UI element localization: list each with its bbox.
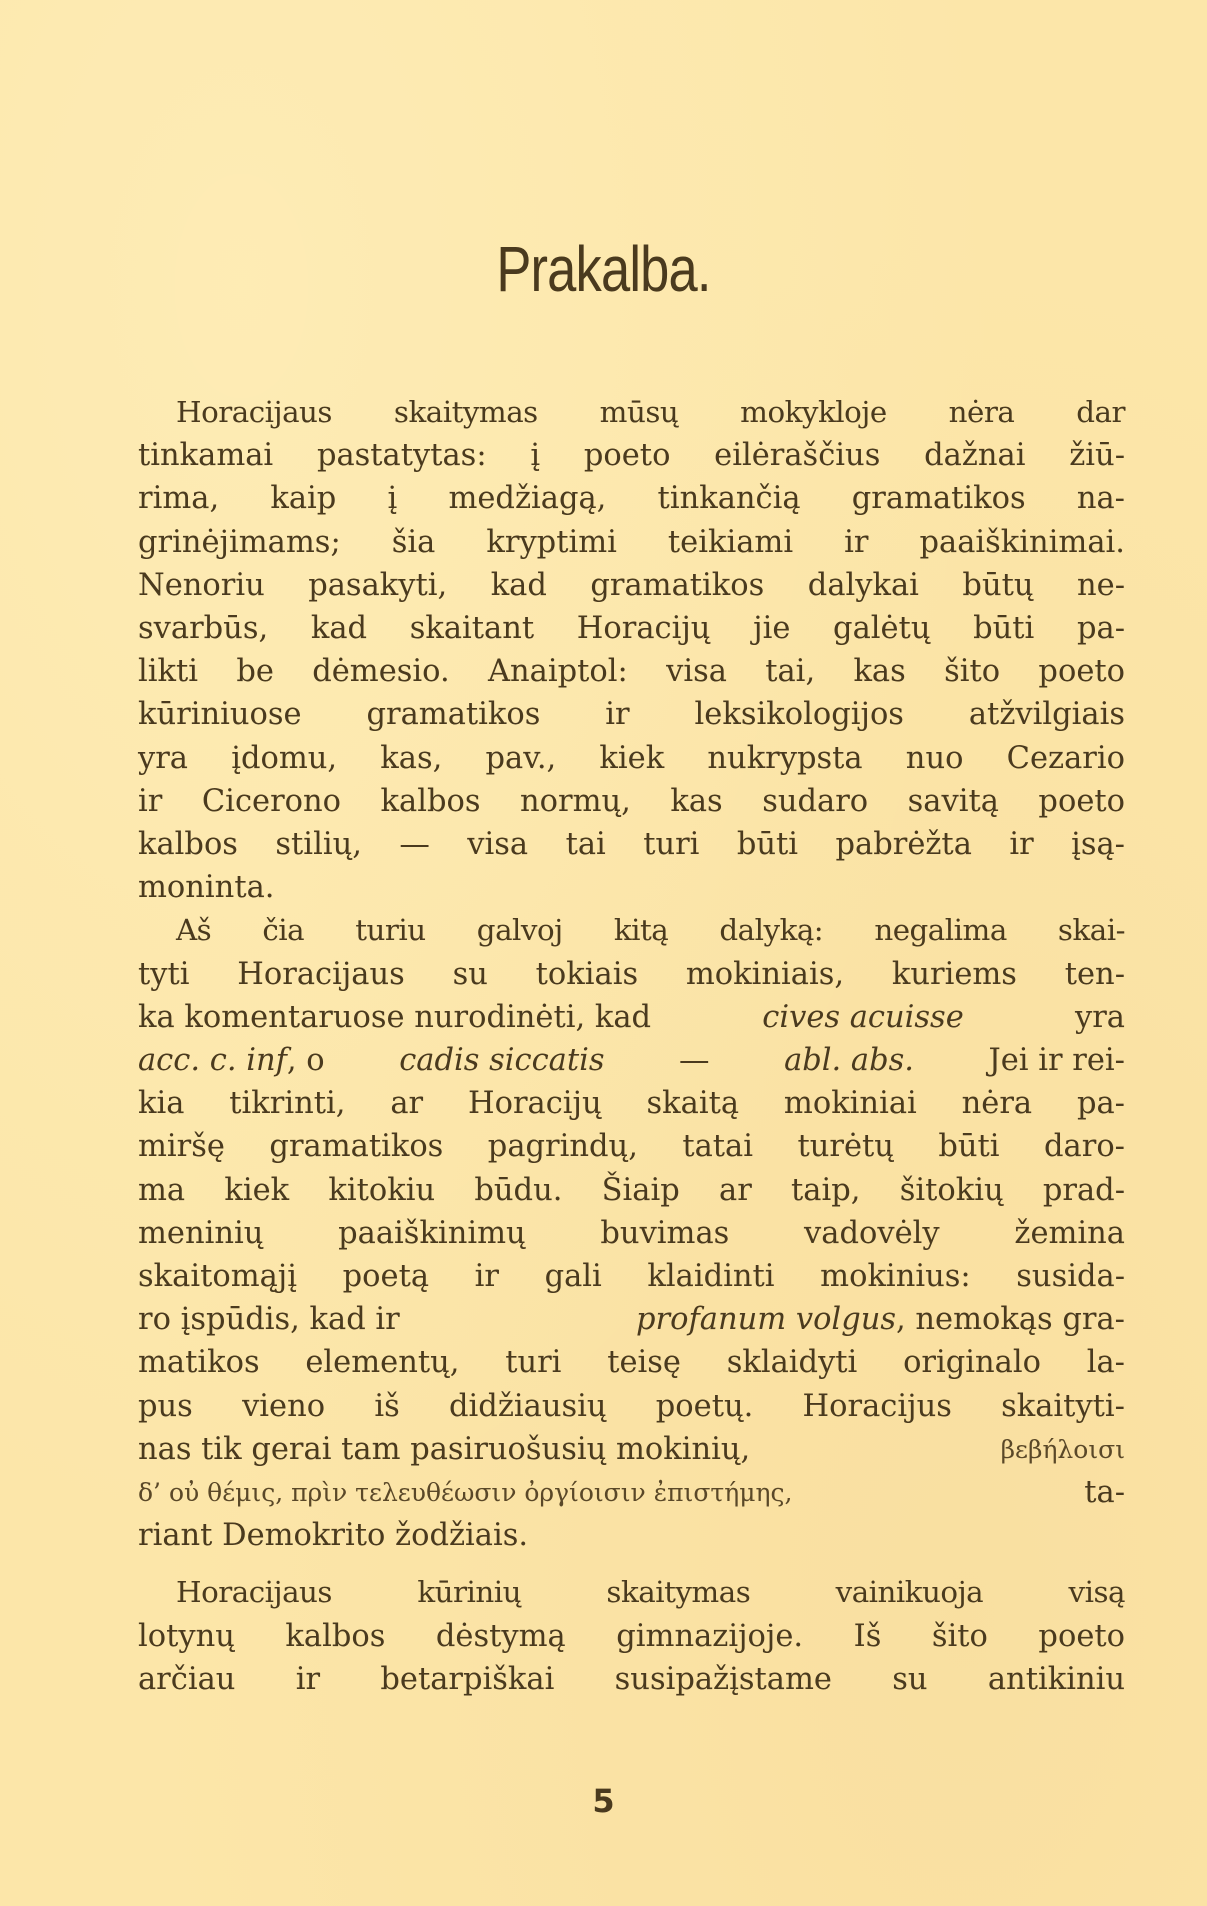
paragraph-gap bbox=[138, 1557, 1125, 1571]
text-line: tinkamai pastatytas: į poeto eilėraščius dažnai žiū- bbox=[138, 438, 1125, 474]
text-line: riant Demokrito žodžiais. bbox=[138, 1518, 529, 1554]
latin-abbreviation: abl. abs. bbox=[784, 1043, 914, 1079]
text-segment: , o bbox=[286, 1043, 325, 1079]
text-segment: ta- bbox=[1084, 1475, 1125, 1511]
text-line: Aš čia turiu galvoj kitą dalyką: negalima skai- bbox=[176, 913, 1125, 948]
page-number: 5 bbox=[592, 1782, 615, 1820]
em-dash: — bbox=[679, 1043, 710, 1079]
greek-quote: βεβήλοισι bbox=[1000, 1434, 1125, 1464]
text-line-with-greek bbox=[138, 1471, 1125, 1514]
text-line: miršę gramatikos pagrindų, tatai turėtų būti daro- bbox=[138, 1129, 1125, 1165]
text-line: moninta. bbox=[138, 870, 275, 906]
text-line: svarbūs, kad skaitant Horacijų jie galėtų būti pa- bbox=[138, 611, 1125, 647]
text-line: arčiau ir betarpiškai susipažįstame su antikiniu bbox=[138, 1661, 1125, 1697]
latin-phrase: cives acuisse bbox=[762, 999, 964, 1035]
text-line: kalbos stilių, — visa tai turi būti pabrėžta ir įsą- bbox=[138, 827, 1125, 863]
text-line: meninių paaiškinimų buvimas vadovėly žemina bbox=[138, 1215, 1125, 1251]
text-segment: , nemokąs gra- bbox=[896, 1302, 1125, 1338]
text-segment: Jei ir rei- bbox=[988, 1043, 1125, 1079]
text-segment: yra bbox=[1075, 999, 1125, 1035]
text-line: Nenoriu pasakyti, kad gramatikos dalykai būtų ne- bbox=[138, 567, 1125, 603]
text-line-with-italic bbox=[138, 1039, 1125, 1082]
paragraph-2 bbox=[138, 909, 1125, 1557]
latin-abbreviation: acc. c. inf bbox=[138, 1043, 287, 1079]
text-line: kia tikrinti, ar Horacijų skaitą mokiniai nėra pa- bbox=[138, 1086, 1125, 1122]
latin-phrase: profanum volgus bbox=[636, 1302, 897, 1338]
paragraph-1 bbox=[138, 391, 1125, 909]
text-segment: nas tik gerai tam pasiruošusių mokinių, bbox=[138, 1431, 751, 1467]
body-text bbox=[138, 391, 1125, 1701]
text-line: grinėjimams; šia kryptimi teikiami ir paaiškinimai. bbox=[138, 524, 1125, 560]
paragraph-3 bbox=[138, 1571, 1125, 1701]
latin-phrase: cadis siccatis bbox=[399, 1043, 605, 1079]
text-line: kūriniuose gramatikos ir leksikologijos atžvilgiais bbox=[138, 697, 1125, 733]
text-line: likti be dėmesio. Anaiptol: visa tai, kas šito poeto bbox=[138, 654, 1125, 690]
text-line-with-greek bbox=[138, 1428, 1125, 1471]
text-segment: ka komentaruose nurodinėti, kad bbox=[138, 999, 652, 1035]
text-line: tyti Horacijaus su tokiais mokiniais, kuriems ten- bbox=[138, 956, 1125, 992]
text-line: Horacijaus skaitymas mūsų mokykloje nėra dar bbox=[176, 395, 1125, 429]
greek-quote: δ’ οὐ θέμις, πρὶν τελευθέωσιν ὀργίοισιν ἐπιστήμης, bbox=[138, 1478, 793, 1508]
text-line: ir Cicerono kalbos normų, kas sudaro savitą poeto bbox=[138, 783, 1125, 819]
text-line-with-italic bbox=[138, 1298, 1125, 1341]
text-segment: ro įspūdis, kad ir bbox=[138, 1302, 400, 1338]
text-line: yra įdomu, kas, pav., kiek nukrypsta nuo Cezario bbox=[138, 740, 1125, 776]
text-line: lotynų kalbos dėstymą gimnazijoje. Iš šito poeto bbox=[138, 1618, 1125, 1654]
text-line: skaitomąjį poetą ir gali klaidinti mokinius: susida- bbox=[138, 1259, 1125, 1295]
text-line: pus vieno iš didžiausių poetų. Horacijus skaityti- bbox=[138, 1388, 1125, 1424]
text-line: ma kiek kitokiu būdu. Šiaip ar taip, šitokių prad- bbox=[138, 1172, 1125, 1208]
page-title: Prakalba. bbox=[496, 233, 711, 305]
text-line-with-italic bbox=[138, 996, 1125, 1039]
text-line: rima, kaip į medžiagą, tinkančią gramatikos na- bbox=[138, 481, 1125, 517]
text-line: matikos elementų, turi teisę sklaidyti originalo la- bbox=[138, 1345, 1125, 1381]
text-line: Horacijaus kūrinių skaitymas vainikuoja visą bbox=[176, 1575, 1125, 1610]
